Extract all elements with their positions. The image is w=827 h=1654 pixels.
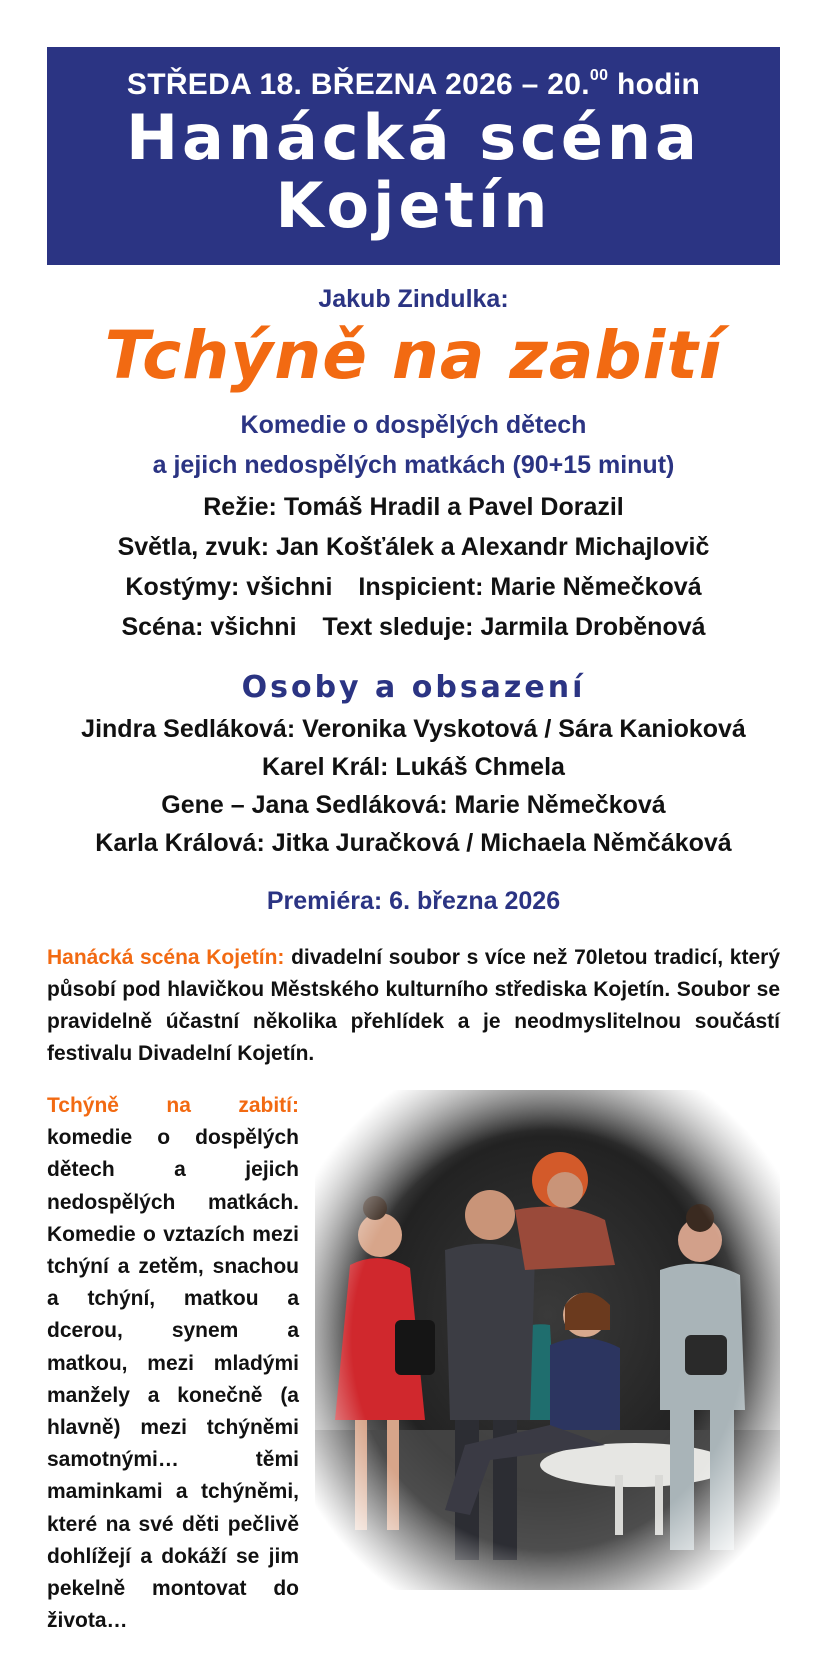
play-title: Tchýně na zabití: [104, 317, 723, 394]
cast-list: [0, 710, 827, 862]
event-date: [47, 67, 780, 102]
venue-line-1: Hanácká scéna: [126, 101, 701, 174]
header-banner: [47, 47, 780, 265]
ensemble-description: [47, 942, 780, 1070]
cast-role: Jindra Sedláková: Veronika Vyskotová / Sára Kanioková: [81, 715, 746, 743]
cast-role: Karla Králová: Jitka Juračková / Michaela Němčáková: [95, 829, 732, 857]
subtitle-line-2: a jejich nedospělých matkách (90+15 minut): [152, 451, 675, 479]
play-description-text: komedie o dospělých dětech a jejich nedospělých matkách. Komedie o vztazích mezi tchýní a zetěm, snachou a tchýní, matkou a dcerou, synem a matkou, mezi mladými manžely a konečně (a hlavně) mezi tchýněmi samotnými… těmi maminkami a tchýněmi, které na své děti pečlivě dohlížejí a dokáží se jim pekelně montovat do života…: [47, 1126, 299, 1633]
cast-role: Karel Král: Lukáš Chmela: [262, 753, 565, 781]
event-date-minutes: 00: [589, 67, 609, 84]
credit-costumes: Kostýmy: všichni: [125, 573, 333, 601]
venue-line-2: Kojetín: [275, 169, 552, 242]
credit-lights-sound: Světla, zvuk: Jan Košťálek a Alexandr Michajlovič: [117, 533, 710, 561]
event-date-main: STŘEDA 18. BŘEZNA 2026 – 20.: [126, 68, 590, 101]
play-description: [47, 1090, 299, 1637]
credit-scene: Scéna: všichni: [121, 613, 297, 641]
premiere-date: Premiéra: 6. března 2026: [266, 887, 561, 915]
stage-photo: [315, 1090, 780, 1590]
credit-directing: Režie: Tomáš Hradil a Pavel Dorazil: [203, 493, 624, 521]
subtitle-line-1: Komedie o dospělých dětech: [240, 411, 587, 439]
venue-name: [47, 101, 780, 242]
ensemble-description-text: divadelní soubor s více než 70letou tradicí, který působí pod hlavičkou Městského kulturního střediska Kojetín. Soubor se pravidelně účastní několika přehlídek a je neodmyslitelnou součástí festivalu Divadelní Kojetín.: [47, 946, 780, 1065]
credit-row-scene: [0, 607, 827, 647]
play-subtitle: [0, 405, 827, 485]
play-description-lead: Tchýně na zabití:: [47, 1094, 299, 1117]
credit-row-costumes: [0, 567, 827, 607]
credit-inspicient: Inspicient: Marie Němečková: [358, 573, 702, 601]
cast-heading: Osoby a obsazení: [241, 670, 586, 705]
credit-prompter: Text sleduje: Jarmila Droběnová: [322, 613, 706, 641]
cast-role: Gene – Jana Sedláková: Marie Němečková: [161, 791, 666, 819]
event-date-suffix: hodin: [616, 68, 701, 101]
play-author: Jakub Zindulka:: [318, 285, 509, 313]
ensemble-description-lead: Hanácká scéna Kojetín:: [47, 946, 285, 969]
credits: [0, 487, 827, 647]
photo-edge-fade: [315, 1090, 780, 1590]
